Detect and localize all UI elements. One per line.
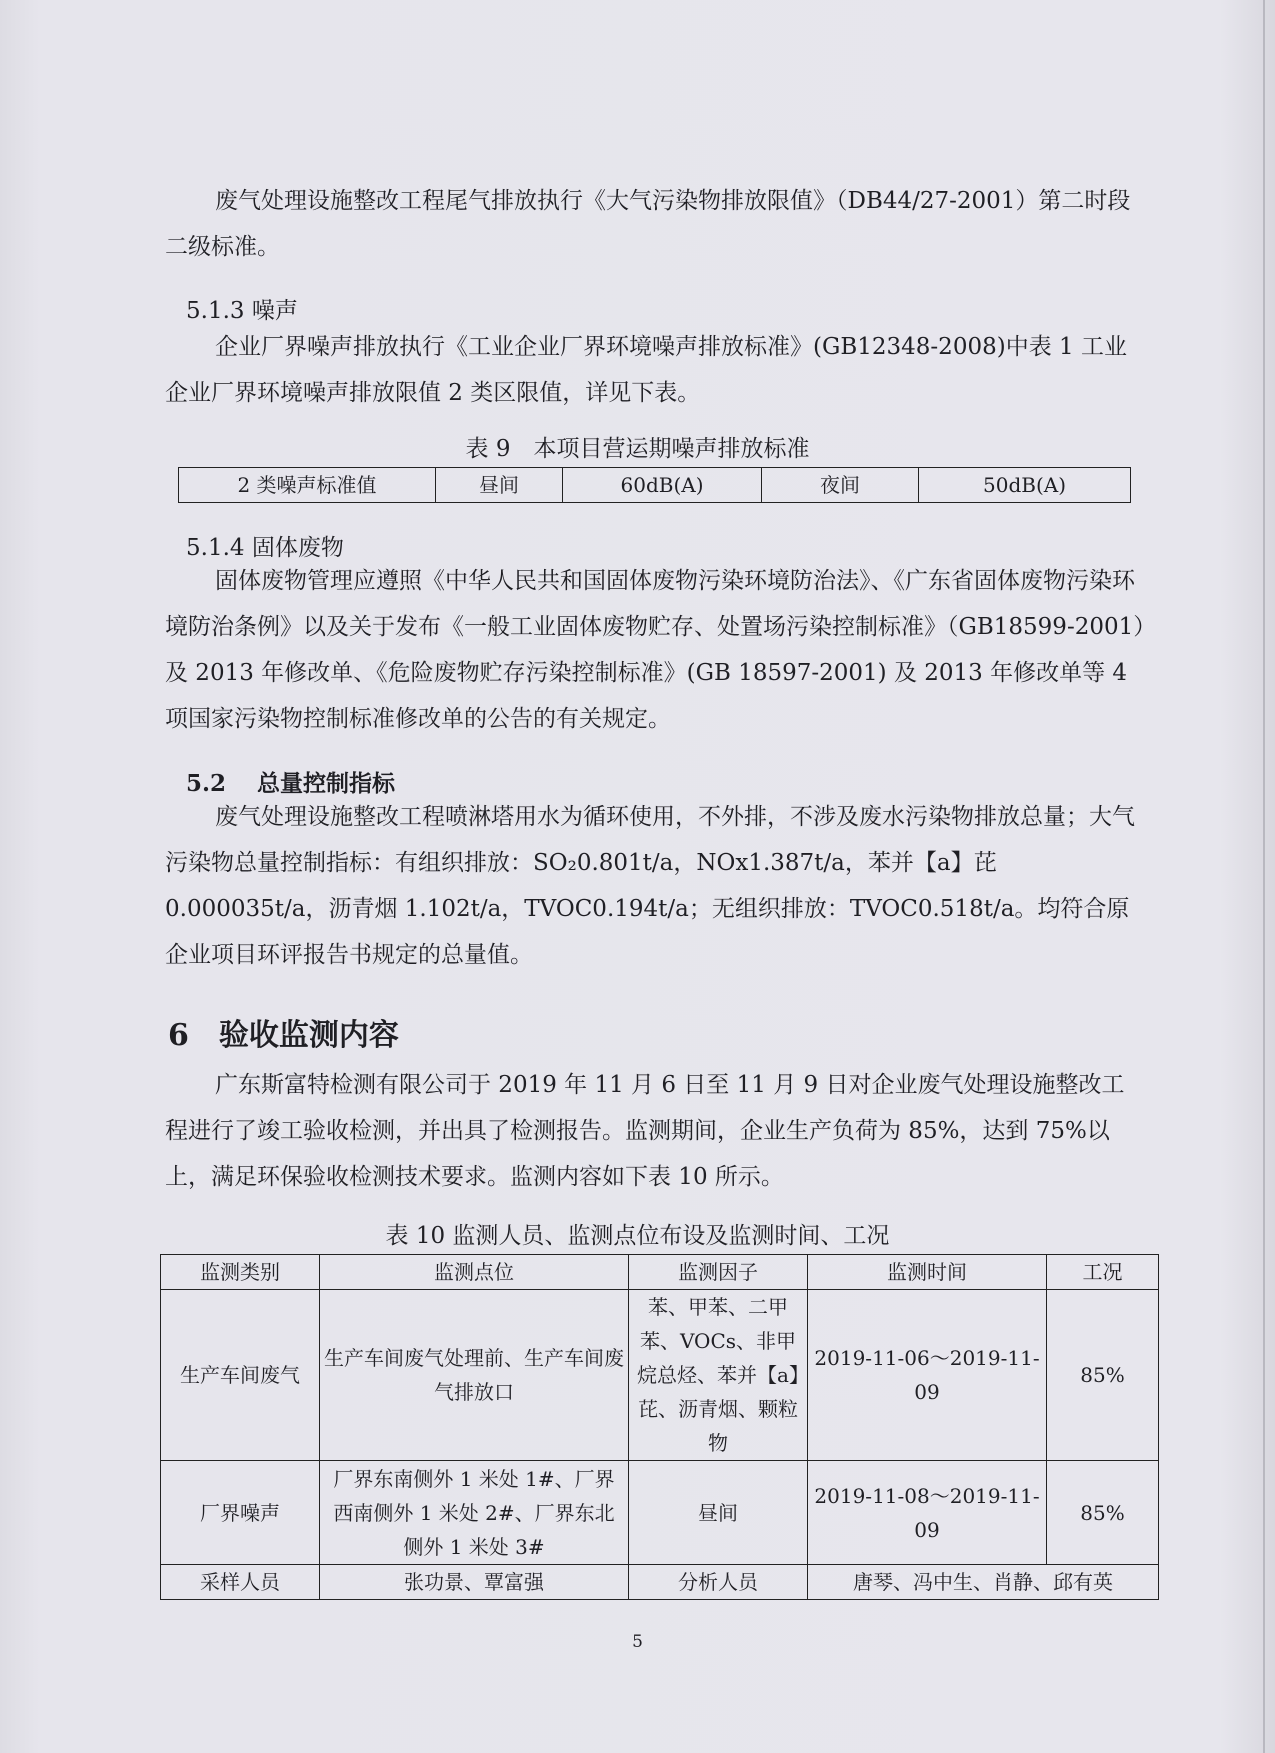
table-row xyxy=(179,468,1131,503)
table-cell: 60dB(A) xyxy=(563,468,762,503)
table10-monitoring xyxy=(160,1254,1159,1600)
table-cell: 生产车间废气处理前、生产车间废气排放口 xyxy=(320,1290,629,1461)
table-cell: 生产车间废气 xyxy=(161,1290,320,1461)
table-header-cell: 监测点位 xyxy=(320,1255,629,1290)
table-cell: 苯、甲苯、二甲苯、VOCs、非甲烷总烃、苯并【a】芘、沥青烟、颗粒物 xyxy=(629,1290,808,1461)
section-5-1-4-heading: 5.1.4 固体废物 xyxy=(186,535,344,561)
table-cell: 昼间 xyxy=(629,1461,808,1565)
section-5-1-3-heading: 5.1.3 噪声 xyxy=(186,298,298,324)
table-header-cell: 工况 xyxy=(1047,1255,1159,1290)
paragraph-monitoring-intro: 广东斯富特检测有限公司于 2019 年 11 月 6 日至 11 月 9 日对企业废气处理设施整改工程进行了竣工验收检测，并出具了检测报告。监测期间，企业生产负荷为 85%，达到 75%以上，满足环保验收检测技术要求。监测内容如下表 10 所示。 xyxy=(165,1072,1125,1190)
table-cell: 采样人员 xyxy=(161,1565,320,1600)
table-cell: 85% xyxy=(1047,1461,1159,1565)
table-cell: 2019-11-06～2019-11-09 xyxy=(808,1290,1047,1461)
table-header-row xyxy=(161,1255,1159,1290)
section-6-heading: 6 验收监测内容 xyxy=(168,1018,399,1053)
table9-caption: 表 9 本项目营运期噪声排放标准 xyxy=(465,436,810,462)
table-footer-row xyxy=(161,1565,1159,1600)
page-number: 5 xyxy=(632,1632,643,1652)
paragraph-exhaust-standard: 废气处理设施整改工程尾气排放执行《大气污染物排放限值》（DB44/27-2001）第二时段二级标准。 xyxy=(165,188,1131,260)
table-cell: 分析人员 xyxy=(629,1565,808,1600)
table-cell: 厂界噪声 xyxy=(161,1461,320,1565)
table-header-cell: 监测类别 xyxy=(161,1255,320,1290)
table-cell: 50dB(A) xyxy=(919,468,1131,503)
table-cell: 张功景、覃富强 xyxy=(320,1565,629,1600)
paragraph-solid-waste: 固体废物管理应遵照《中华人民共和国固体废物污染环境防治法》、《广东省固体废物污染环境防治条例》以及关于发布《一般工业固体废物贮存、处置场污染控制标准》（GB18599-2001）及 2013 年修改单、《危险废物贮存污染控制标准》(GB 18597-2001) 及 2013 年修改单等 4 项国家污染物控制标准修改单的公告的有关规定。 xyxy=(165,568,1145,732)
table-cell: 2 类噪声标准值 xyxy=(179,468,436,503)
table-cell: 厂界东南侧外 1 米处 1#、厂界西南侧外 1 米处 2#、厂界东北侧外 1 米处 3# xyxy=(320,1461,629,1565)
table-row xyxy=(161,1461,1159,1565)
table-cell: 昼间 xyxy=(436,468,563,503)
table-header-cell: 监测时间 xyxy=(808,1255,1047,1290)
table-cell: 85% xyxy=(1047,1290,1159,1461)
table-cell: 唐琴、冯中生、肖静、邱有英 xyxy=(808,1565,1159,1600)
table9-noise-standard xyxy=(178,467,1131,503)
scan-edge xyxy=(1263,0,1265,1753)
paragraph-total-control: 废气处理设施整改工程喷淋塔用水为循环使用，不外排，不涉及废水污染物排放总量；大气污染物总量控制指标：有组织排放：SO₂0.801t/a，NOx1.387t/a，苯并【a】芘 0.000035t/a，沥青烟 1.102t/a，TVOC0.194t/a；无组织排放：TVOC0.518t/a。均符合原企业项目环评报告书规定的总量值。 xyxy=(165,804,1135,968)
table-header-cell: 监测因子 xyxy=(629,1255,808,1290)
table10-caption: 表 10 监测人员、监测点位布设及监测时间、工况 xyxy=(385,1223,890,1249)
table-cell: 夜间 xyxy=(762,468,919,503)
table-row xyxy=(161,1290,1159,1461)
section-5-2-heading: 5.2 总量控制指标 xyxy=(186,770,396,797)
table-cell: 2019-11-08～2019-11-09 xyxy=(808,1461,1047,1565)
paragraph-noise-standard: 企业厂界噪声排放执行《工业企业厂界环境噪声排放标准》(GB12348-2008)中表 1 工业企业厂界环境噪声排放限值 2 类区限值，详见下表。 xyxy=(165,334,1127,406)
